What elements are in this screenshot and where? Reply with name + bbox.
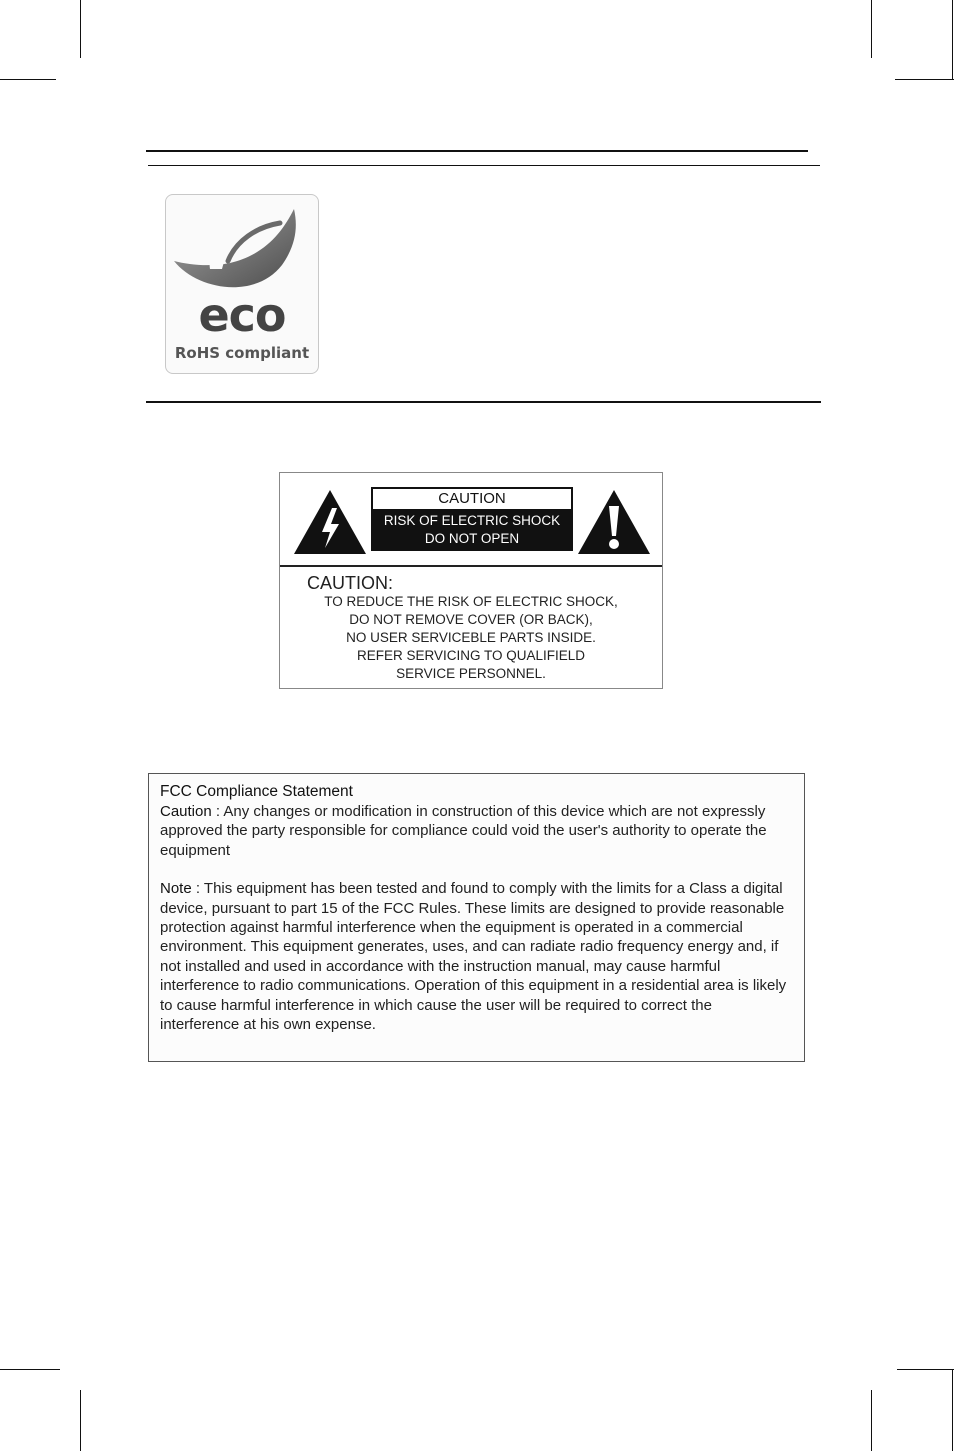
crop-mark-bottom-right-vertical	[871, 1390, 872, 1451]
caution-line: SERVICE PERSONNEL.	[396, 666, 546, 681]
caution-label	[279, 472, 663, 689]
leaf-icon	[170, 203, 300, 295]
caution-box-line: RISK OF ELECTRIC SHOCK	[383, 513, 561, 528]
fcc-caution-text: : Any changes or modification in construction of this device which are not expressly approved the party responsible for compliance could void the user's authority to operate the equipment	[160, 803, 767, 859]
caution-box-line: DO NOT OPEN	[424, 531, 520, 546]
crop-mark-bottom-left-horizontal	[0, 1369, 60, 1370]
crop-mark-bottom-right-horizontal	[897, 1369, 954, 1370]
caution-line: TO REDUCE THE RISK OF ELECTRIC SHOCK,	[324, 594, 618, 609]
section-rule	[146, 401, 821, 403]
exclamation-warning-icon	[576, 488, 652, 556]
crop-mark-bottom-right-edge	[952, 1369, 953, 1451]
caution-warning-box	[371, 487, 573, 551]
caution-line: REFER SERVICING TO QUALIFIELD	[356, 648, 586, 663]
fcc-note-label: Note	[160, 880, 192, 898]
fcc-note-paragraph	[160, 879, 794, 1034]
header-rule-thin	[148, 165, 820, 166]
caution-line: DO NOT REMOVE COVER (OR BACK),	[349, 612, 593, 627]
crop-mark-top-left-vertical	[80, 0, 81, 58]
crop-mark-top-right-vertical	[871, 0, 872, 58]
caution-line: NO USER SERVICEBLE PARTS INSIDE.	[346, 630, 596, 645]
header-rule-thick	[146, 150, 808, 152]
fcc-note-text: : This equipment has been tested and found to comply with the limits for a Class a digital device, pursuant to part 15 of the FCC Rules. These limits are designed to provide reasonable protection against harmful interference when the equipment is operated in a commercial environment. This equipment generates, uses, and can radiate radio frequency energy and, if not installed and used in accordance with the instruction manual, may cause harmful interference to radio communications. Operation of this equipment in a residential area is likely to cause harmful interference in which cause the user will be required to correct the interference at his own expense.	[160, 880, 787, 1034]
fcc-title: FCC Compliance Statement	[160, 783, 353, 800]
crop-mark-top-left-horizontal	[0, 79, 56, 80]
caution-label-header	[280, 473, 662, 565]
fcc-caution-label: Caution	[160, 803, 212, 820]
eco-rohs-logo	[165, 194, 319, 374]
caution-divider	[280, 565, 662, 567]
caution-text-block	[280, 593, 662, 683]
caution-heading: CAUTION:	[307, 573, 394, 593]
fcc-caution-paragraph	[160, 802, 794, 860]
crop-mark-top-right-edge	[952, 0, 953, 80]
caution-box-title: CAUTION	[373, 489, 571, 509]
rohs-compliant-text: RoHS compliant	[174, 344, 310, 362]
eco-wordmark: eco	[198, 288, 286, 342]
lightning-warning-icon	[292, 488, 368, 556]
fcc-compliance-box	[148, 773, 805, 1062]
crop-mark-top-right-horizontal	[895, 79, 954, 80]
crop-mark-bottom-left-vertical	[80, 1390, 81, 1451]
paragraph-gap	[160, 860, 794, 879]
